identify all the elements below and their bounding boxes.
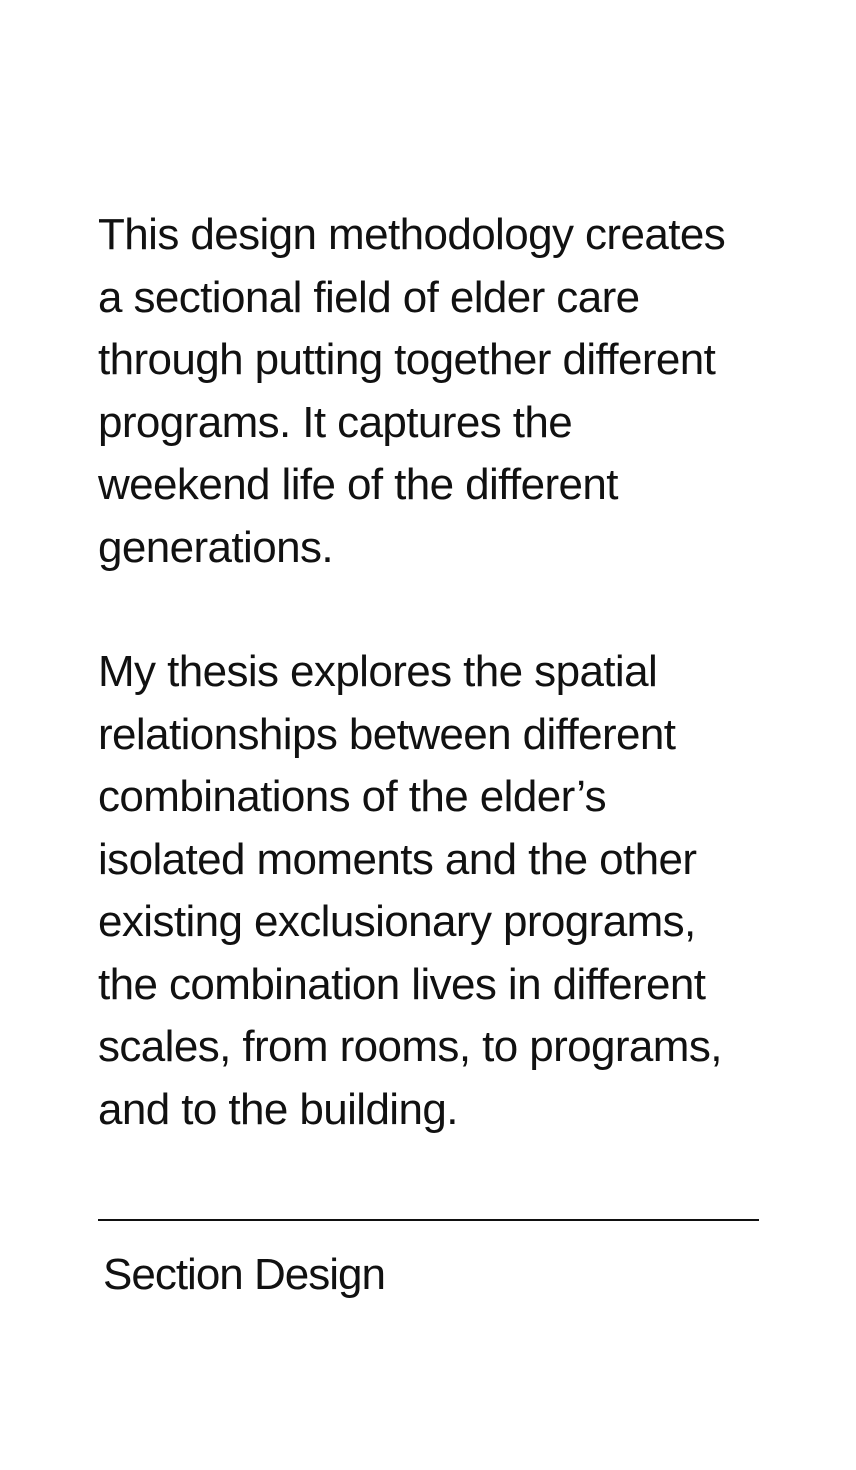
intro-paragraph: This design methodology creates a sectional field of elder care through putting together different programs. It captures the weekend life of the different generations. <box>98 210 726 572</box>
text-body <box>98 204 778 1141</box>
section-divider <box>98 1219 759 1221</box>
section-label: Section Design <box>103 1250 385 1299</box>
thesis-paragraph: My thesis explores the spatial relationships between different combinations of the elder’s isolated moments and the other existing exclusionary programs, the combination lives in different scales, from rooms, to programs, and to the building. <box>98 647 722 1134</box>
